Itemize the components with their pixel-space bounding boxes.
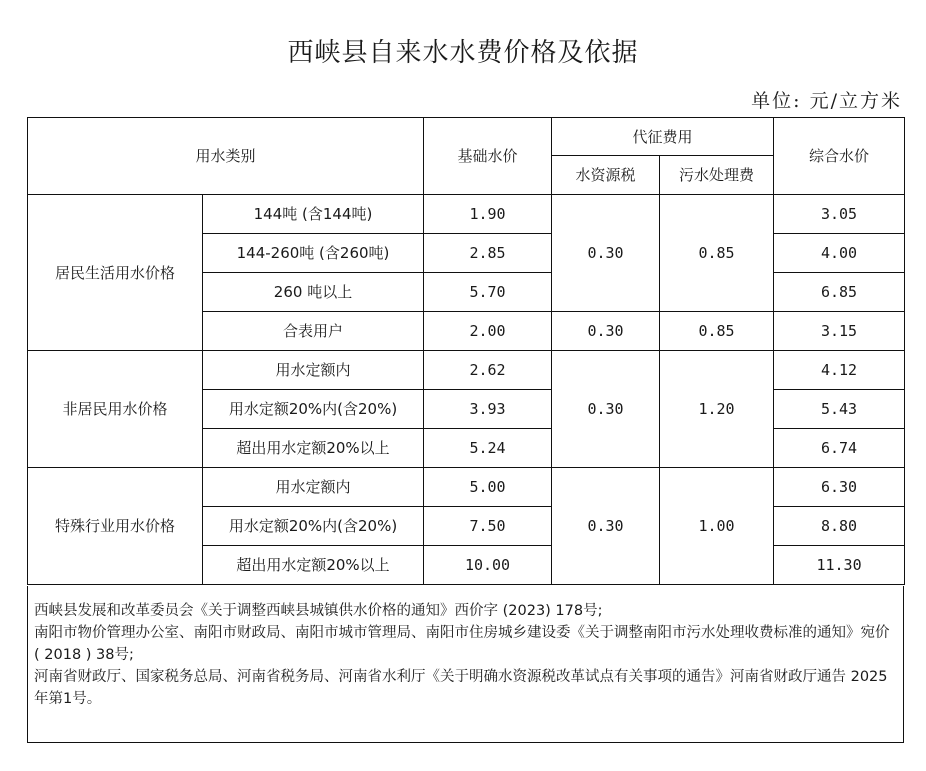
price-table bbox=[27, 117, 905, 585]
total-price-cell: 11.30 bbox=[774, 546, 905, 585]
note-line: 河南省财政厅、国家税务总局、河南省税务局、河南省水利厅《关于明确水资源税改革试点有关事项的通告》河南省财政厅通告 2025年第1号。 bbox=[34, 669, 888, 707]
base-price-cell: 1.90 bbox=[424, 195, 552, 234]
header-base-price: 基础水价 bbox=[424, 118, 552, 195]
tier-cell: 144吨 (含144吨) bbox=[203, 195, 424, 234]
total-price-cell: 6.30 bbox=[774, 468, 905, 507]
tier-cell: 超出用水定额20%以上 bbox=[203, 546, 424, 585]
base-price-cell: 7.50 bbox=[424, 507, 552, 546]
base-price-cell: 5.00 bbox=[424, 468, 552, 507]
group-label-non-residential: 非居民用水价格 bbox=[28, 351, 203, 468]
group-label-special: 特殊行业用水价格 bbox=[28, 468, 203, 585]
header-water-resource-tax: 水资源税 bbox=[552, 156, 660, 195]
base-price-cell: 5.24 bbox=[424, 429, 552, 468]
base-price-cell: 2.85 bbox=[424, 234, 552, 273]
header-total-price: 综合水价 bbox=[774, 118, 905, 195]
total-price-cell: 6.85 bbox=[774, 273, 905, 312]
total-price-cell: 3.15 bbox=[774, 312, 905, 351]
note-line: 西峡县发展和改革委员会《关于调整西峡县城镇供水价格的通知》西价字 (2023) 178号; bbox=[34, 603, 603, 619]
tier-cell: 用水定额内 bbox=[203, 468, 424, 507]
header-category: 用水类别 bbox=[28, 118, 424, 195]
water-resource-tax-cell: 0.30 bbox=[552, 351, 660, 468]
header-row bbox=[28, 118, 905, 156]
total-price-cell: 4.12 bbox=[774, 351, 905, 390]
page-title: 西峡县自来水水费价格及依据 bbox=[287, 38, 639, 68]
table-row bbox=[28, 468, 905, 507]
table-row bbox=[28, 195, 905, 234]
sewage-fee-cell: 1.00 bbox=[660, 468, 774, 585]
tier-cell: 用水定额20%内(含20%) bbox=[203, 507, 424, 546]
base-price-cell: 2.00 bbox=[424, 312, 552, 351]
tier-cell: 超出用水定额20%以上 bbox=[203, 429, 424, 468]
total-price-cell: 6.74 bbox=[774, 429, 905, 468]
base-price-cell: 2.62 bbox=[424, 351, 552, 390]
sewage-fee-cell: 0.85 bbox=[660, 195, 774, 312]
note-line: 南阳市物价管理办公室、南阳市财政局、南阳市城市管理局、南阳市住房城乡建设委《关于调整南阳市污水处理收费标准的通知》宛价 ( 2018 ) 38号; bbox=[34, 625, 890, 663]
total-price-cell: 3.05 bbox=[774, 195, 905, 234]
header-sewage-fee: 污水处理费 bbox=[660, 156, 774, 195]
base-price-cell: 10.00 bbox=[424, 546, 552, 585]
total-price-cell: 8.80 bbox=[774, 507, 905, 546]
total-price-cell: 4.00 bbox=[774, 234, 905, 273]
group-label-residential: 居民生活用水价格 bbox=[28, 195, 203, 351]
tier-cell: 用水定额20%内(含20%) bbox=[203, 390, 424, 429]
base-price-cell: 3.93 bbox=[424, 390, 552, 429]
table-row bbox=[28, 351, 905, 390]
tier-cell: 144-260吨 (含260吨) bbox=[203, 234, 424, 273]
basis-notes bbox=[27, 586, 904, 743]
total-price-cell: 5.43 bbox=[774, 390, 905, 429]
sewage-fee-cell: 1.20 bbox=[660, 351, 774, 468]
water-resource-tax-cell: 0.30 bbox=[552, 312, 660, 351]
header-surcharge: 代征费用 bbox=[552, 118, 774, 156]
water-resource-tax-cell: 0.30 bbox=[552, 195, 660, 312]
water-resource-tax-cell: 0.30 bbox=[552, 468, 660, 585]
tier-cell: 用水定额内 bbox=[203, 351, 424, 390]
base-price-cell: 5.70 bbox=[424, 273, 552, 312]
sewage-fee-cell: 0.85 bbox=[660, 312, 774, 351]
tier-cell: 260 吨以上 bbox=[203, 273, 424, 312]
tier-cell: 合表用户 bbox=[203, 312, 424, 351]
unit-label: 单位: 元/立方米 bbox=[751, 90, 902, 112]
